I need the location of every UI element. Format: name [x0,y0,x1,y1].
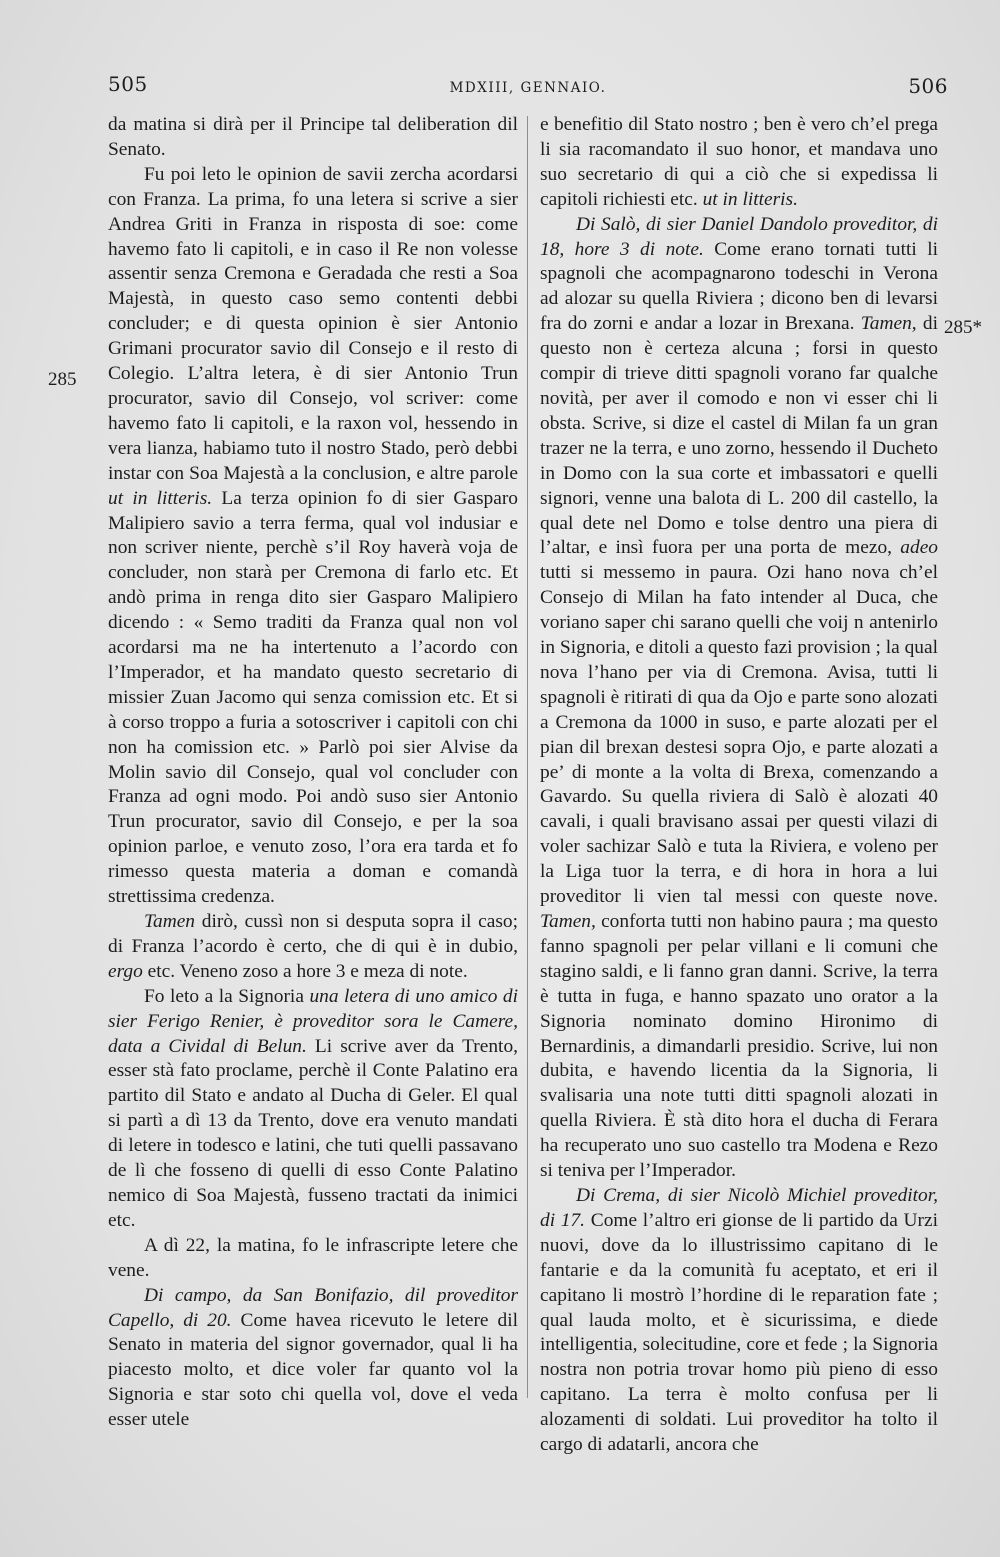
paragraph: A dì 22, la matina, fo le infrascripte letere che vene. [108,1234,518,1281]
paragraph: Di Salò, di sier Daniel Dandolo proveditor, di 18, hore 3 di note. Come erano tornati tutti li spagnoli che acompagnarono todeschi in Verona ad alozar su quella Riviera ; dicono ben di levarsi fra do zorni e andar a lozar in Brexana. Tamen, di questo non è certeza alcuna ; forsi in questo compir di trieve ditti spagnoli vorano far qualche novità, per aver il comodo e non vi esser chi li obsta. Scrive, si dize el castel di Milan fa un gran trazer ne la terra, e uno zorno, hessendo il Ducheto in Domo con la sua corte et imbassatori e quelli signori, venne una balota di L. 200 dil castello, la qual dete nel Domo e tolse dentro una piera di l’altar, e insì fuora per una porta de mezo, adeo tutti si messemo in paura. Ozi hano nova ch’el Consejo di Milan ha fato intender al Duca, che voriano saper chi sarano quelli che voij n antenirlo in Signoria, e ditoli a questo fazi provision ; la qual nova l’hano per via di Cremona. Avisa, tutti li spagnoli è ritirati di qua da Ojo e parte sono alozati a Cremona da 1000 in suso, e parte alozati per el pian dil brexan destesi sopra Ojo, e parte alozati a pe’ di monte a la volta di Brexa, comenzando a Gavardo. Su quella riviera di Salò è alozati 40 cavali, i quali bravisano assai per questi vilazi di voler sachizar Salò e tuta la Riviera, e voleno per la Liga tuor la terra, e di hora in hora a lui proveditor li vien tal messi con queste nove. Tamen, conforta tutti non habino paura ; ma questo fanno spagnoli per pelar villani e li comuni che stagino saldi, e li fanno gran danni. Scrive, la terra è tutta in fuga, e hanno spazato uno orator a la Signoria nominato domino Hironimo di Bernardinis, a dimandarli presidio. Scrive, lui non dubita, e havendo licentia da la Signoria, li svalisaria una note tutti ditti spagnoli alozati in quella Riviera. È stà dito hora el ducha di Ferara ha recuperato uno suo castello tra Modena e Rezo si teniva per l’Imperador. [540,213,938,1182]
left-column [108,113,518,1431]
margin-number-left: 285 [48,369,77,390]
paragraph: e benefitio dil Stato nostro ; ben è vero ch’el prega li sia racomandato il suo honor, et mandava uno suo secretario di qui a ciò che si expedissa li capitoli richiesti etc. ut in litteris. [540,114,938,210]
running-head [108,72,948,102]
margin-number-right: 285* [944,317,982,338]
paragraph: Fu poi leto le opinion de savii zercha acordarsi con Franza. La prima, fo una letera si scrive a sier Andrea Griti in Franza in risposta di soe: come havemo fato li capitoli, e in caso il Re non volesse assentir senza Cremona e Geradada che resti a Soa Majestà, in questo caso semo contenti debbi concluder; e di questa opinion è sier Antonio Grimani procurator savio dil Consejo e il resto di Colegio. L’altra letera, è di sier Antonio Trun procurator, savio dil Consejo, vol scriver: come havemo fato li capitoli, e la raxon vol, hessendo in vera lianza, habiamo tuto il nostro Stado, però debbi instar con Soa Majestà a la conclusion, e altre parole ut in litteris. La terza opinion fo di sier Gasparo Malipiero savio a terra ferma, qual vol indusiar e non scriver niente, perchè s’il Roy haverà voja de concluder, non starà per Cremona di farlo etc. Et andò prima in renga dito sier Gasparo Malipiero dicendo : « Semo traditi da Franza qual non vol acordarsi ma ne ha intertenuto a l’acordo con l’Imperador, et ha mandato questo secretario di missier Zuan Jacomo qui senza comission etc. Et si à corso troppo a furia a sotoscriver i capitoli con chi non ha comission etc. » Parlò poi sier Alvise da Molin savio dil Consejo, qual vol concluder con Franza ad ogni modo. Poi andò suso sier Antonio Trun procurator, savio dil Consejo, e per la soa opinion parloe, e venuto zoso, l’ora era tarda et fo rimesso questa materia a doman e comandà strettissima credenza. [108,163,518,908]
right-column [540,113,938,1456]
paragraph: da matina si dirà per il Principe tal deliberation dil Senato. [108,114,518,160]
paragraph: Tamen dirò, cussì non si desputa sopra il caso; di Franza l’acordo è certo, che di qui è in dubio, ergo etc. Veneno zoso a hore 3 e meza di note. [108,911,518,982]
running-title: MDXIII, GENNAIO. [449,80,607,96]
column-divider [527,116,528,1398]
paragraph: Fo leto a la Signoria una letera di uno amico di sier Ferigo Renier, è proveditor sora le Camere, data a Cividal di Belun. Li scrive aver da Trento, esser stà fato proclame, perchè il Conte Palatino era partito dil Stato e andato al Ducha di Geler. El qual si partì a dì 13 da Trento, dove era venuto mandati di letere in todesco e latini, che tuti quelli passavano de lì che fosseno di quelli di esso Conte Palatino nemico di Soa Majestà, fusseno tractati da inimici etc. [108,985,518,1231]
paragraph: Di Crema, di sier Nicolò Michiel proveditor, di 17. Come l’altro eri gionse de li partido da Urzi nuovi, dove da lo illustrissimo capitano di le fantarie e da la comunità fu aceptato, et eri il capitano li mostrò l’hordine di le reparation fate ; qual lauda molto, et è sicurissima, e diede intelligentia, solecitudine, core et fede ; la Signoria nostra non potria trovar homo più pieno di esso capitano. La terra è molto confusa per li alozamenti di soldati. Lui proveditor ha tolto il cargo di adatarli, ancora che [540,1184,938,1456]
page-number-left: 505 [108,72,148,96]
page-number-right: 506 [908,74,948,98]
paragraph: Di campo, da San Bonifazio, dil proveditor Capello, di 20. Come havea ricevuto le letere dil Senato in materia del signor governador, qual li ha piacesto molto, et dice voler far quanto vol la Signoria e star soto chi quella vol, dove el veda esser utele [108,1284,518,1431]
